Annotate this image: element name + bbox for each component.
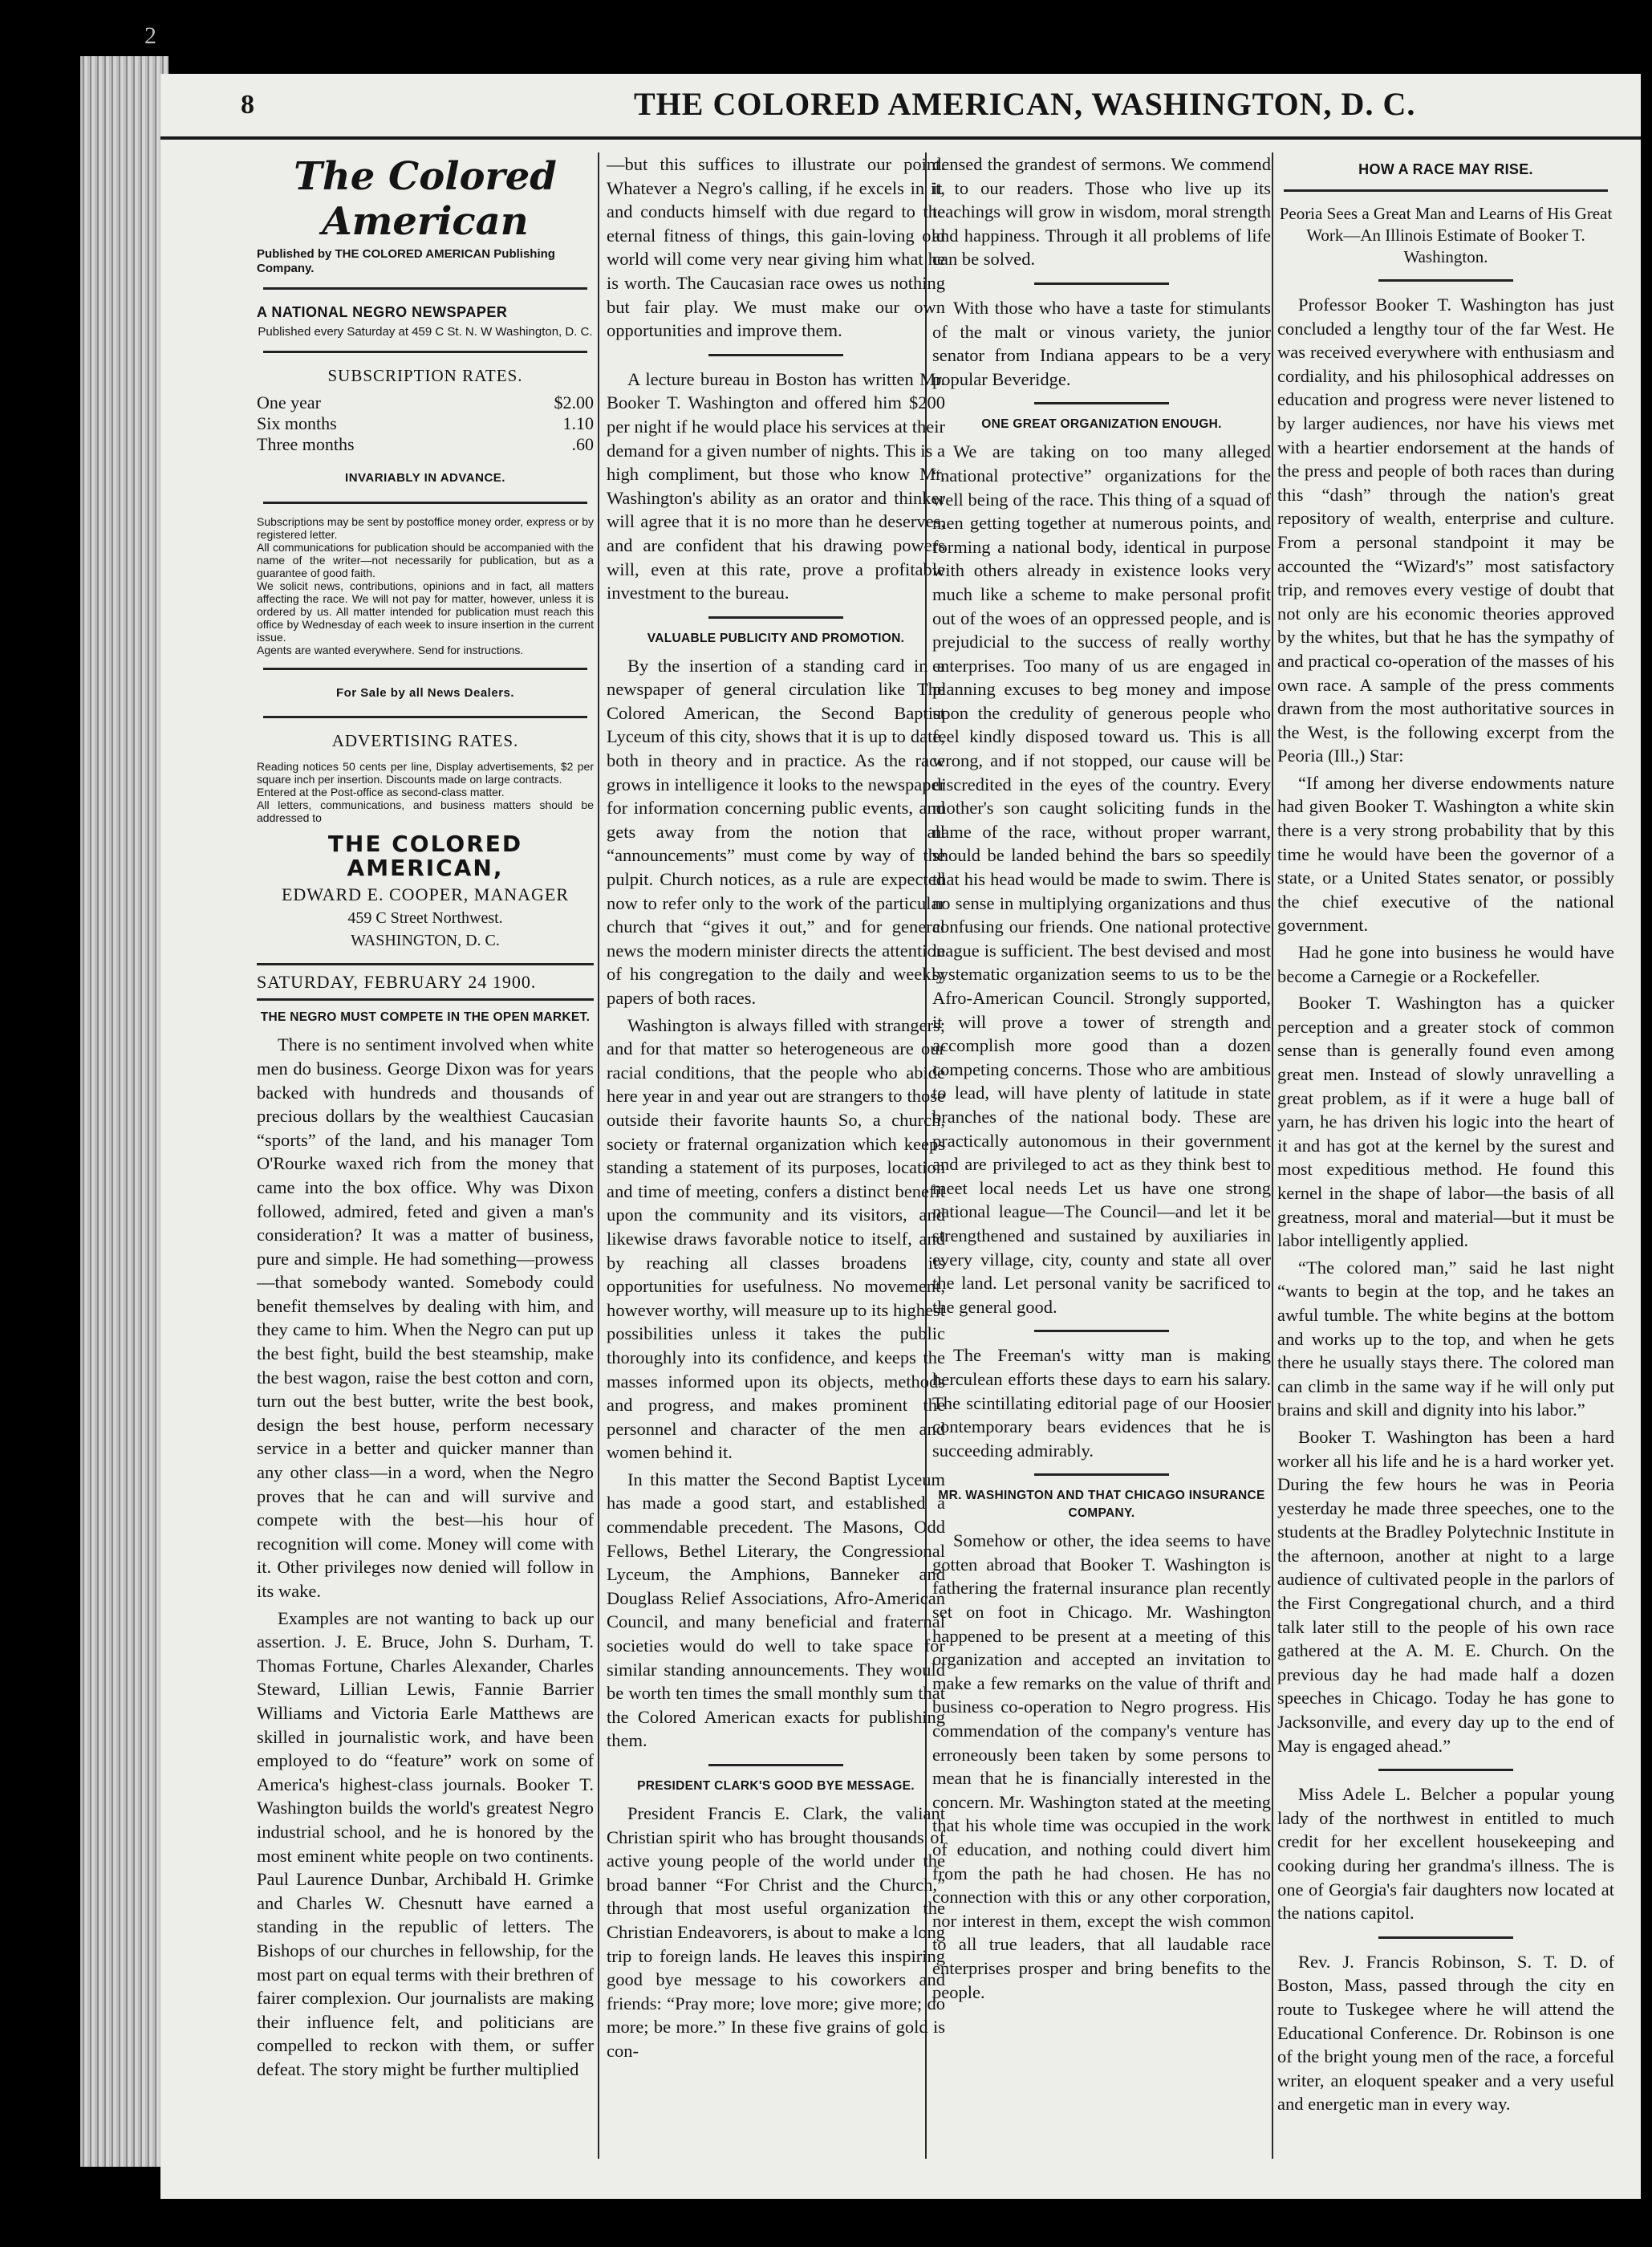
advertising-heading: ADVERTISING RATES. <box>331 731 519 751</box>
column-rule <box>1272 152 1273 2159</box>
underlying-page-number: 2 <box>144 22 156 49</box>
article-paragraph: “The colored man,” said he last night “wants to begin at the top, and he takes an awful tumble. The white begins at the bottom and works up to the top, and when he gets there he usually stays there. The colored man can climb in the same way if he will only put brains and skill and dignity into his labor.” <box>1277 1257 1614 1420</box>
article-paragraph: In this matter the Second Baptist Lyceum has made a good start, and established a commendable precedent. The Masons, Odd Fellows, Bethel Literary, the Congressional Lyceum, the Amphions, Banneker and Douglass Relief Associations, Afro-American Council, and many beneficial and fraternal societies would do well to take space for similar standing announcements. They would be worth ten times the small monthly sum that the Colored American exacts for publishing them. <box>607 1469 945 1751</box>
column-rule <box>598 152 599 2159</box>
column-4 <box>1277 152 1614 2167</box>
article-paragraph: Booker T. Washington has a quicker perception and a greater stock of common sense than is generally found even among great men. Instead of slowly unravelling a great problem, as if it were a huge ball of yarn, he has driven his logic into the heart of it and has got at the kernel by the surest and most expeditious method. He found this kernel in the shape of labor—the basis of all greatness, moral and material—but it must be labor intelligently applied. <box>1277 993 1614 1251</box>
article-paragraph: Somehow or other, the idea seems to have gotten abroad that Booker T. Washington is fathering the fraternal insurance plan recently set on foot in Chicago. Mr. Washington happened to be present at a meeting of this organization and accepted an invitation to make a few remarks on the value of thrift and business co-operation to Negro progress. His commendation of the company's venture has erroneously been taken by some persons to mean that he is financially interested in the concern. Mr. Washington stated at the meeting that his whole time was occupied in the work of education, and nothing could divert him from the path he had chosen. He has no connection with this or any other corporation, nor interest in them, except the wish common to all true leaders, that all laudable race enterprises prosper and bring benefits to the people. <box>932 1530 1271 2002</box>
article-paragraph: The Freeman's witty man is making herculean efforts these days to earn his salary. The scintillating editorial page of our Hoosier contemporary bears evidences that he is succeeding admirably. <box>932 1345 1271 1461</box>
rate-price: $2.00 <box>554 392 594 413</box>
column-2 <box>607 152 945 2167</box>
article-paragraph: President Francis E. Clark, the valiant Christian spirit who has brought thousands of active young people of the world under the broad banner “For Christ and the Church,” through that most useful organization the Christian Endeavorers, is about to make a long trip to foreign lands. He leaves this inspiring good bye message to his coworkers and friends: “Pray more; love more; give more; do more; be more.” In these five grains of gold is con- <box>607 1803 945 2061</box>
advertising-notice <box>257 760 594 824</box>
advance-notice: INVARIABLY IN ADVANCE. <box>345 471 505 486</box>
article-paragraph: We are taking on too many alleged “national protective” organizations for the well being of the race. This thing of a squad of men getting together at numerous points, and forming a national body, identical in purpose with others already in existence looks very much like a scheme to make personal profit out of the woes of an oppressed people, and is prejudicial to the success of really worthy enterprises. Too many of us are engaged in planning excuses to beg money and impose upon the credulity of generous people who feel kindly disposed toward us. This is all wrong, and if not stopped, our cause will be discredited in the eyes of the country. Every mother's son caught soliciting funds in the name of the race, without proper warrant, should be landed behind the bars so speedily that his head would be made to swim. There is no sense in multiplying organizations and thus confusing our friends. One national protective league is sufficient. The best devised and most systematic organization seems to us to be the Afro-American Council. Strongly supported, it will prove a tower of strength and accomplish more good than a dozen competing concerns. Those who are ambitious to lead, will have plenty of latitude in state branches of the national body. These are practically autonomous in their government and are privileged to act as they think best to meet local needs Let us have one strong national league—The Council—and let it be strengthened and sustained by auxiliaries in every village, city, county and state all over the land. Let personal vanity be sacrificed to the general good. <box>932 441 1271 1317</box>
rate-row <box>257 392 594 413</box>
divider <box>1034 282 1170 285</box>
rate-price: 1.10 <box>562 413 594 434</box>
newspaper-page <box>160 74 1641 2199</box>
divider <box>1378 279 1513 282</box>
article-paragraph: —but this suffices to illustrate our point. Whatever a Negro's calling, if he excels in it, and conducts himself with due regard to the eternal fitness of things, this gain-loving old world will come very near giving him what he is worth. The Caucasian race owes us nothing but fair play. We must make our own opportunities and improve them. <box>607 154 945 341</box>
page-edge-stack <box>80 56 168 2167</box>
article-paragraph: A lecture bureau in Boston has written Mr. Booker T. Washington and offered him $200 per night if he would place his services at their demand for a given number of nights. This is a high compliment, but those who know Mr. Washington's ability as an orator and thinker will agree that it is no more than he deserves, and are confident that his drawing powers will, even at this rate, prove a profitable investment to the bureau. <box>607 368 945 603</box>
notice-text: Agents are wanted everywhere. Send for instructions. <box>257 643 524 656</box>
article-paragraph: Miss Adele L. Belcher a popular young lady of the northwest in entitled to much credit for her excellent housekeeping and cooking during her grandma's illness. The is one of Georgia's fair daughters now located at the nations capitol. <box>1277 1784 1614 1924</box>
article-paragraph: densed the grandest of sermons. We commend it to our readers. Those who live up its teachings will grow in wisdom, moral strength and happiness. Through it all problems of life can be solved. <box>932 154 1271 270</box>
article-subhead: Peoria Sees a Great Man and Learns of His Great Work—An Illinois Estimate of Booker T. Washington. <box>1279 204 1613 266</box>
article-paragraph: Washington is always filled with strangers; and for that matter so heterogeneous are our racial conditions, that the people who abide here year in and year out are strangers to those outside their favorite haunts So, a church, society or fraternal organization which keeps standing a statement of its purposes, location and time of meeting, confers a distinct benefit upon the community and its visitors, and likewise draws favorable notice to itself, and by reaching all classes broadens its opportunities for usefulness. No movement, however worthy, will measure up to its highest possibilities unless it takes the public thoroughly into its confidence, and keeps the masses informed upon its objects, methods and progress, and makes prominent the personnel and character of the men and women behind it. <box>607 1014 945 1463</box>
newspaper-title: THE COLORED AMERICAN, WASHINGTON, D. C. <box>634 86 1416 122</box>
divider <box>708 1764 844 1766</box>
publication-info: Published every Saturday at 459 C St. N. W Washington, D. C. <box>258 324 593 339</box>
city-address: WASHINGTON, D. C. <box>351 931 500 949</box>
divider <box>263 287 587 290</box>
manager-name: EDWARD E. COOPER, MANAGER <box>281 884 570 905</box>
divider <box>1378 1769 1513 1771</box>
divider <box>1284 189 1607 192</box>
street-address: 459 C Street Northwest. <box>347 908 503 927</box>
divider <box>263 668 587 670</box>
subscription-heading: SUBSCRIPTION RATES. <box>327 365 523 385</box>
company-name: THE COLORED AMERICAN, <box>327 830 523 881</box>
subscription-rates <box>257 392 594 455</box>
rate-row <box>257 413 594 434</box>
rate-row <box>257 434 594 455</box>
notice-text: All letters, communications, and business matters should be addressed to <box>257 798 594 824</box>
rate-term: Three months <box>257 434 355 455</box>
article-paragraph: Had he gone into business he would have become a Carnegie or a Rockefeller. <box>1277 942 1614 986</box>
divider <box>1034 402 1170 404</box>
divider <box>263 351 587 353</box>
for-sale-notice: For Sale by all News Dealers. <box>335 685 515 700</box>
article-paragraph: Examples are not wanting to back up our assertion. J. E. Bruce, John S. Durham, T. Thomas Fortune, Charles Alexander, Charles Steward, Lillian Lewis, Fannie Barrier Williams and Victoria Earle Matthews are skilled in journalistic work, and have been employed to do “feature” work on some of America's highest-class journals. Booker T. Washington builds the world's greatest Negro industrial school, and he is honored by the most eminent white people on two continents. Paul Laurence Dunbar, Archibald H. Grimke and Charles W. Chesnutt have earned a standing in the republic of letters. The Bishops of our churches in fellowship, for the most part on equal terms with their brethren of fairer complexion. Our journalists are making their influence felt, and politicians are compelled to reckon with them, or suffer defeat. The story might be further multiplied <box>257 1607 594 2079</box>
article-paragraph: Professor Booker T. Washington has just concluded a lengthy tour of the far West. He was received everywhere with enthusiasm and cordiality, and his philosophical addresses on education and progress were never listened to by larger audiences, nor have his views met with a heartier endorsement at the hands of the press and people of both races than during this “dash” through the nation's great repository of wealth, enterprise and culture. From a personal standpoint it may be accounted the “Wizard's” most satisfactory trip, and removes every vestige of doubt that not only are his economic theories approved by the whites, but that he has the sympathy of and practical co-operation of the masses of his own race. A sample of the press comments drawn from the most authoritative sources in the West, is the following excerpt from the Peoria (Ill.,) Star: <box>1277 295 1614 766</box>
tagline: A NATIONAL NEGRO NEWSPAPER <box>257 304 508 320</box>
article-paragraph: By the insertion of a standing card in a newspaper of general circulation like The Colored American, the Second Baptist Lyceum of this city, shows that it is up to date, both in theory and in practice. As the race grows in intelligence it looks to the newspaper for information concerning public events, and gets away from the notion that all “announcements” must come by way of the pulpit. Church notices, as a rule are expected now to refer only to the work of the particular church that “gives it out,” and for general news the modern minister directs the attention of his congregation to the daily and weekly papers of both races. <box>607 655 945 1008</box>
divider <box>1034 1473 1170 1476</box>
article-heading: ONE GREAT ORGANIZATION ENOUGH. <box>981 417 1222 432</box>
rate-term: One year <box>257 392 322 413</box>
article-heading: PRESIDENT CLARK'S GOOD BYE MESSAGE. <box>637 1779 915 1793</box>
article-paragraph: “If among her diverse endowments nature had given Booker T. Washington a white skin there is a very strong probability that by this time he would have been the governor of a state, or a United States senator, or possibly the chief executive of the national government. <box>1277 772 1614 936</box>
rate-term: Six months <box>257 413 337 434</box>
notice-text: Subscriptions may be sent by postoffice money order, express or by registered letter. <box>257 514 594 541</box>
article-paragraph: There is no sentiment involved when white men do business. George Dixon was for years backed with hundreds and thousands of precious dollars by the wealthiest Caucasian “sports” of the land, and his manager Tom O'Rourke waxed rich from the money that came into the box office. Why was Dixon followed, admired, feted and given a man's consideration? It was a matter of business, pure and simple. He had something—prowess—that somebody wanted. Somebody could benefit themselves by dealing with him, and they came to him. When the Negro can put up the best fight, build the best steamship, make the best wagon, raise the best cotton and corn, turn out the best butter, write the best book, design the best house, perform necessary service in a better and quicker manner than any other class—in a word, when the Negro proves that he can and will survive and compete with the best—his hour of recognition will come. Money will come with it. Other privileges now denied will follow in its wake. <box>257 1034 594 1601</box>
article-paragraph: Rev. J. Francis Robinson, S. T. D. of Boston, Mass, passed through the city en route to Tuskegee where he will attend the Educational Conference. Dr. Robinson is one of the bright young men of the race, a forceful writer, an eloquent speaker and a very useful and energetic man in every way. <box>1277 1951 1614 2115</box>
notice-text: All communications for publication should be accompanied with the name of the writer—not necessarily for publication, but as a guarantee of good faith. <box>257 540 594 579</box>
article-paragraph: Booker T. Washington has been a hard worker all his life and he is a hard worker yet. During the few hours he was in Peoria yesterday he made three speeches, one to the students at the Bradley Polytechnic Institute in the afternoon, another at night to a large audience of cultivated people in the parlors of the First Congregational church, and a third talk later still to the people of his own race gathered at the A. M. E. Church. On the previous day he had made half a dozen speeches in Chicago. Today he has gone to Jacksonville, and every day up to the end of May is engaged ahead.” <box>1277 1426 1614 1756</box>
publisher-line: Published by THE COLORED AMERICAN Publishing Company. <box>257 247 555 275</box>
issue-date: SATURDAY, FEBRUARY 24 1900. <box>257 963 594 1002</box>
notice-text: We solicit news, contributions, opinions and in fact, all matters affecting the race. We will not pay for matter, however, unless it is ordered by us. All matter intended for publication must reach this office by Wednesday of each week to insure insertion in the current issue. <box>257 579 594 644</box>
divider <box>1378 1936 1513 1939</box>
article-heading: VALUABLE PUBLICITY AND PROMOTION. <box>647 631 905 645</box>
running-head <box>160 74 1641 140</box>
article-heading: MR. WASHINGTON AND THAT CHICAGO INSURANCE COMPANY. <box>938 1489 1265 1521</box>
notice-text: Entered at the Post-office as second-class matter. <box>257 785 505 798</box>
divider <box>708 616 844 619</box>
subscription-notice <box>257 515 594 656</box>
article-heading: THE NEGRO MUST COMPETE IN THE OPEN MARKET. <box>260 1010 591 1025</box>
notice-text: Reading notices 50 cents per line, Display advertisements, $2 per square inch per insertion. Discounts made on large contracts. <box>257 759 594 786</box>
divider <box>263 502 587 504</box>
column-1 <box>257 152 594 2167</box>
divider <box>263 716 587 718</box>
divider <box>1034 1330 1170 1332</box>
article-heading: HOW A RACE MAY RISE. <box>1358 161 1533 177</box>
masthead-name: The Colored American <box>294 154 557 244</box>
page-number: 8 <box>241 90 254 120</box>
column-3 <box>932 152 1271 2167</box>
article-paragraph: With those who have a taste for stimulants of the malt or vinous variety, the junior senator from Indiana appears to be a very popular Beveridge. <box>932 297 1271 389</box>
rate-price: .60 <box>571 434 594 455</box>
divider <box>708 354 844 356</box>
